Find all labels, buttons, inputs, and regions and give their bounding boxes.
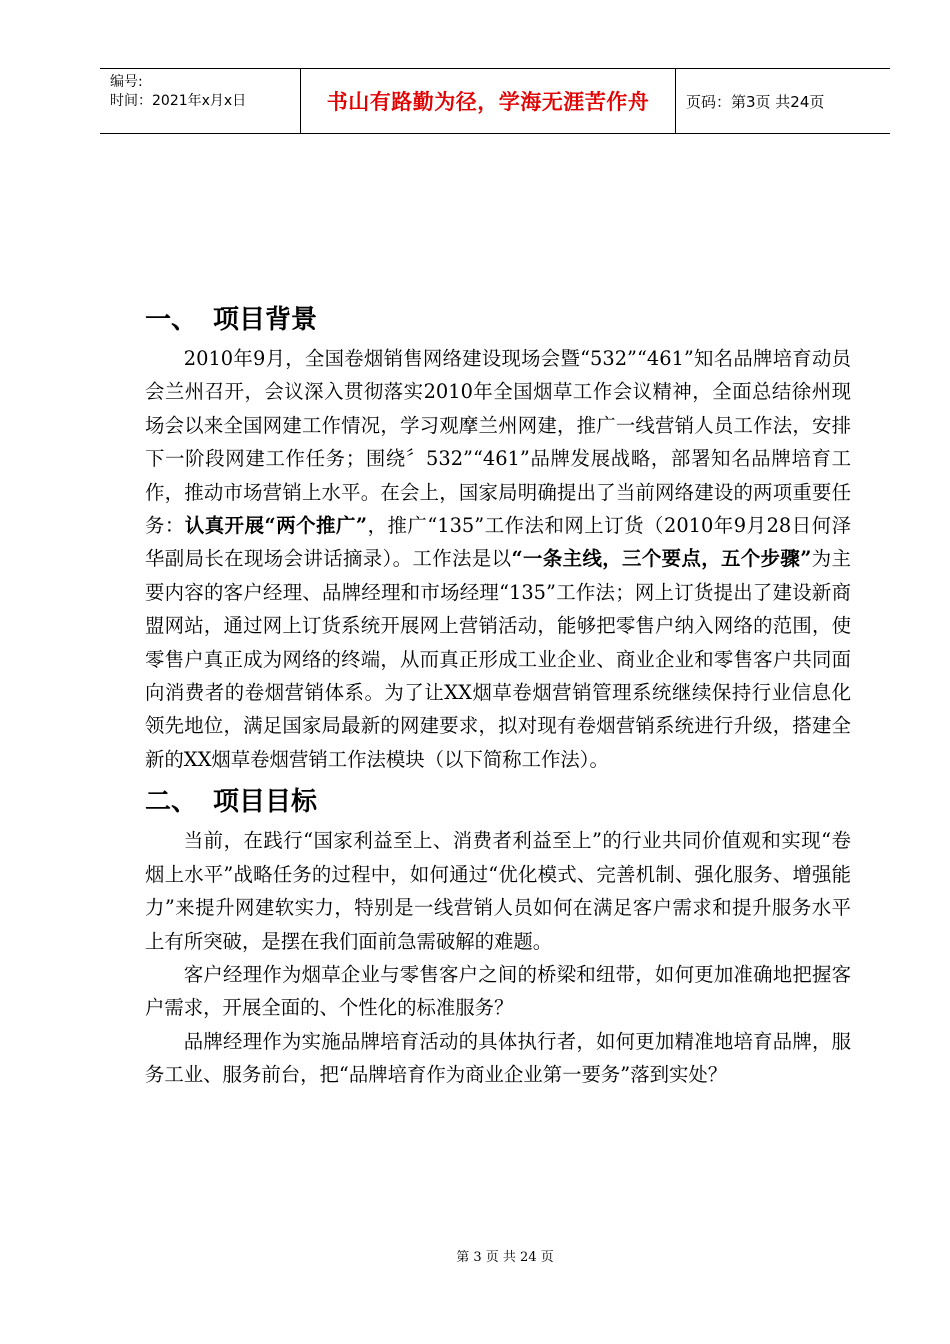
text-run: ，推广“135”工作法和网上订货（2010年9月28日何泽华副局长在现场会讲话摘录）。工作法是以 [145, 514, 851, 571]
section-heading-goals [145, 780, 851, 824]
emphasis-two-promotions: 认真开展“两个推广” [184, 514, 368, 538]
goals-paragraph: 客户经理作为烟草企业与零售客户之间的桥梁和纽带，如何更加准确地把握客户需求，开展全面的、个性化的标准服务？ [145, 962, 851, 1020]
document-body [145, 298, 851, 1092]
section-number: 二、 [145, 787, 198, 818]
header-meta [100, 69, 301, 133]
section-heading-background [145, 298, 851, 342]
goals-paragraph: 当前，在践行“国家利益至上、消费者利益至上”的行业共同价值观和实现“卷烟上水平”战略任务的过程中，如何通过“优化模式、完善机制、强化服务、增强能力”来提升网建软实力，特别是一线营销人员如何在满足客户需求和提升服务水平上有所突破，是摆在我们面前急需破解的难题。 [145, 829, 851, 953]
text-run: 2010年9月，全国卷烟销售网络建设现场会暨“532”“461”知名品牌培育动员会兰州召开，会议深入贯彻落实2010年全国烟草工作会议精神，全面总结徐州现场会以来全国网建工作情况，学习观摩兰州网建，推广一线营销人员工作法，安排下一阶段网建工作任务；围绕〞532”“461”品牌发展战略，部署知名品牌培育工作，推动市场营销上水平。在会上，国家局明确提出了当前网络建设的两项重要任务： [145, 347, 851, 538]
header-motto: 书山有路勤为径，学海无涯苦作舟 [301, 69, 676, 133]
emphasis-main-line: “一条主线，三个要点，五个步骤” [511, 547, 812, 571]
page-header [100, 68, 890, 134]
header-page-code: 页码：第3页 共24页 [686, 92, 825, 111]
section-title: 项目背景 [213, 305, 318, 335]
goals-paragraph: 品牌经理作为实施品牌培育活动的具体执行者，如何更加精准地培育品牌，服务工业、服务前台，把“品牌培育作为商业企业第一要务”落到实处？ [145, 1029, 851, 1087]
page-footer: 第 3 页 共 24 页 [456, 1250, 554, 1265]
background-paragraph [145, 342, 851, 776]
section-number: 一、 [145, 305, 198, 335]
time-label: 时间：2021年x月x日 [110, 93, 247, 109]
text-run: 为主要内容的客户经理、品牌经理和市场经理“135”工作法；网上订货提出了建设新商盟网站，通过网上订货系统开展网上营销活动，能够把零售户纳入网络的范围，使零售户真正成为网络的终端，从而真正形成工业企业、商业企业和零售客户共同面向消费者的卷烟营销体系。为了让XX烟草卷烟营销管理系统继续保持行业信息化领先地位，满足国家局最新的网建要求，拟对现有卷烟营销系统进行升级，搭建全新的XX烟草卷烟营销工作法模块（以下简称工作法）。 [145, 547, 851, 771]
section-title: 项目目标 [213, 787, 318, 818]
number-label: 编号: [110, 74, 143, 90]
